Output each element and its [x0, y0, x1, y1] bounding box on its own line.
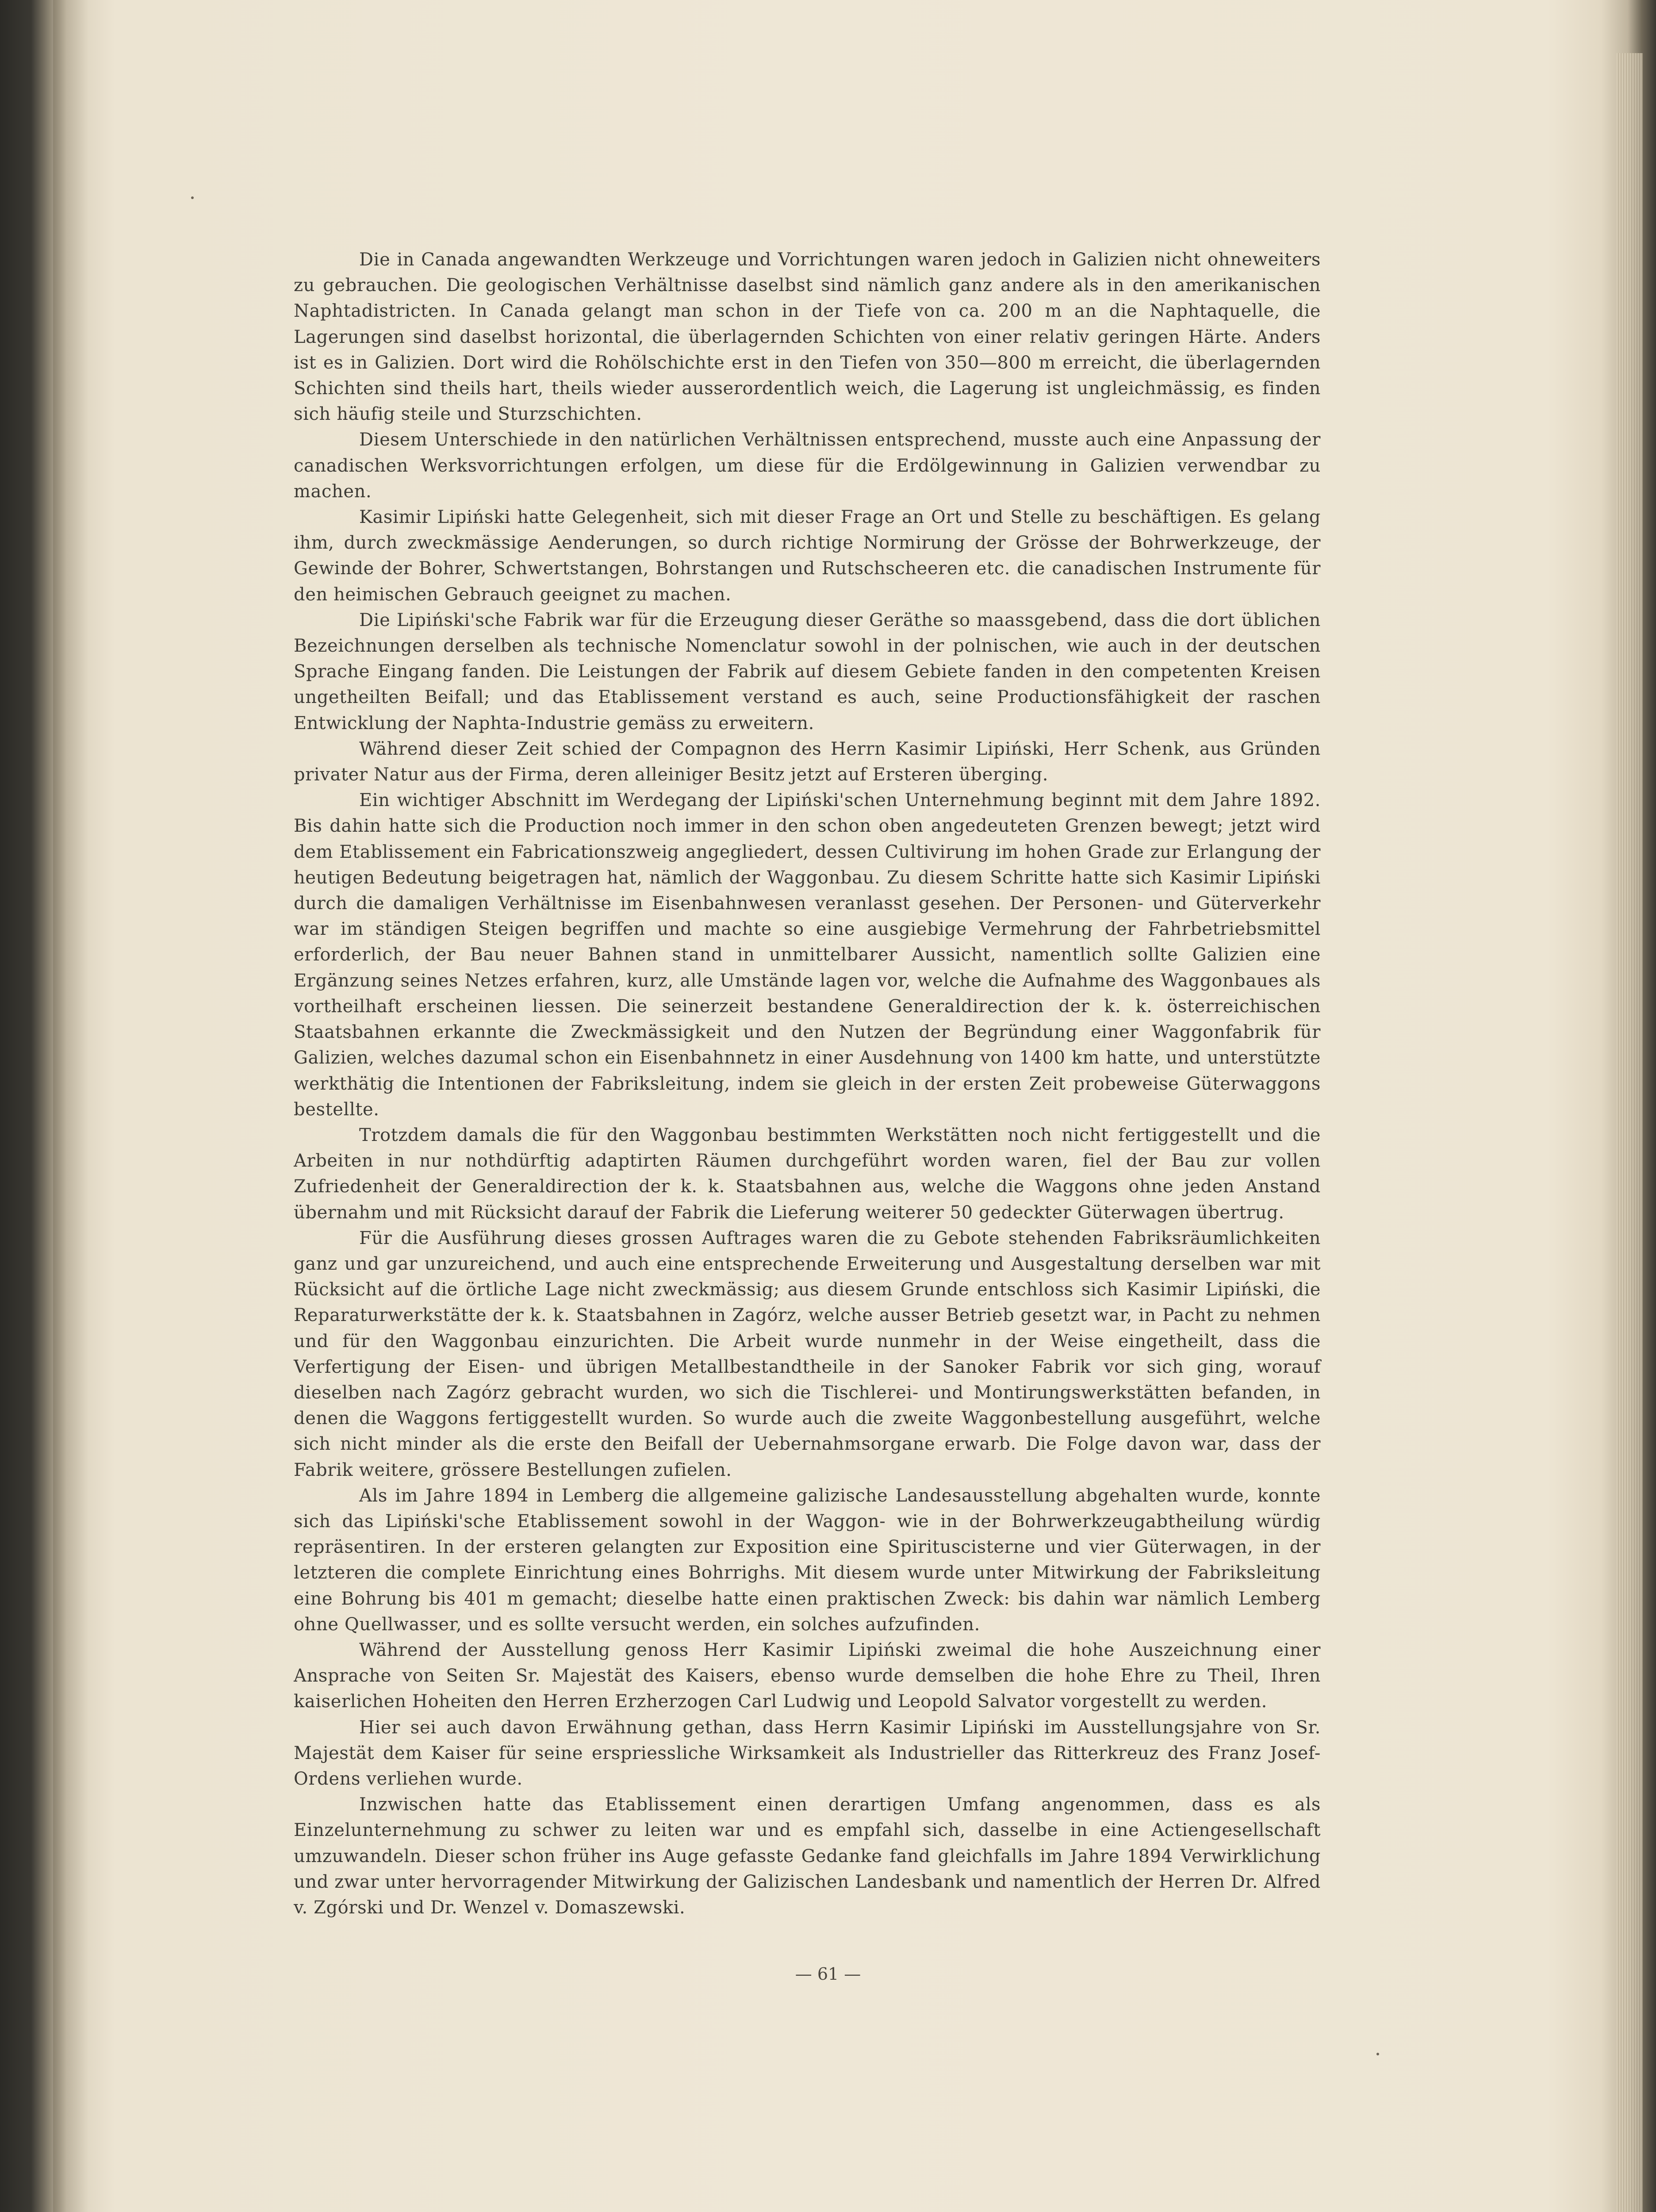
paragraph: Während der Ausstellung genoss Herr Kasimir Lipiński zweimal die hohe Auszeichnung einer Ansprache von Seiten Sr. Majestät des Kaisers, ebenso wurde demselben die hohe Ehre zu Theil, Ihren kaiserlichen Hoheiten den Herren Erzherzogen Carl Ludwig und Leopold Salvator vorgestellt zu werden. — [294, 1640, 1321, 1712]
paragraph: Diesem Unterschiede in den natürlichen Verhältnissen entsprechend, musste auch eine Anpassung der canadischen Werksvorrichtungen erfolgen, um diese für die Erdölgewinnung in Galizien verwendbar zu machen. — [294, 430, 1321, 502]
book-page-edges — [1616, 53, 1643, 2212]
paragraph: Ein wichtiger Abschnitt im Werdegang der Lipiński'schen Unternehmung beginnt mit dem Jahre 1892. Bis dahin hatte sich die Production noch immer in den schon oben angedeuteten Grenzen bewegt; jetzt wird dem Etablissement ein Fabricationszweig angegliedert, dessen Cultivirung im hohen Grade zur Erlangung der heutigen Bedeutung beigetragen hat, nämlich der Waggonbau. Zu diesem Schritte hatte sich Kasimir Lipiński durch die damaligen Verhältnisse im Eisenbahnwesen veranlasst gesehen. Der Personen- und Güterverkehr war im ständigen Steigen begriffen und machte so eine ausgiebige Vermehrung der Fahrbetriebsmittel erforderlich, der Bau neuer Bahnen stand in unmittelbarer Aussicht, namentlich sollte Galizien eine Ergänzung seines Netzes erfahren, kurz, alle Umstände lagen vor, welche die Aufnahme des Waggonbaues als vortheilhaft erscheinen liessen. Die seinerzeit bestandene Generaldirection der k. k. österreichischen Staatsbahnen erkannte die Zweckmässigkeit und den Nutzen der Begründung einer Waggonfabrik für Galizien, welches dazumal schon ein Eisenbahnnetz in einer Ausdehnung von 1400 km hatte, und unterstützte werkthätig die Intentionen der Fabriksleitung, indem sie gleich in der ersten Zeit probeweise Güterwaggons bestellte. — [294, 790, 1321, 1120]
paragraph: Hier sei auch davon Erwähnung gethan, dass Herrn Kasimir Lipiński im Ausstellungsjahre von Sr. Majestät dem Kaiser für seine erspriessliche Wirksamkeit als Industrieller das Ritterkreuz des Franz Josef-Ordens verliehen wurde. — [294, 1717, 1321, 1789]
paragraph: Inzwischen hatte das Etablissement einen derartigen Umfang angenommen, dass es als Einzelunternehmung zu schwer zu leiten war und es empfahl sich, dasselbe in eine Actiengesellschaft umzuwandeln. Dieser schon früher ins Auge gefasste Gedanke fand gleichfalls im Jahre 1894 Verwirklichung und zwar unter hervorragender Mitwirkung der Galizischen Landesbank und namentlich der Herren Dr. Alfred v. Zgórski und Dr. Wenzel v. Domaszewski. — [294, 1794, 1321, 1918]
speck — [1376, 2053, 1379, 2055]
speck — [191, 196, 194, 199]
paragraph: Während dieser Zeit schied der Compagnon des Herrn Kasimir Lipiński, Herr Schenk, aus Gründen privater Natur aus der Firma, deren alleiniger Besitz jetzt auf Ersteren überging. — [294, 738, 1321, 785]
page-number: — 61 — — [795, 1964, 861, 1984]
paragraph: Die Lipiński'sche Fabrik war für die Erzeugung dieser Geräthe so maassgebend, dass die dort üblichen Bezeichnungen derselben als technische Nomenclatur sowohl in der polnischen, wie auch in der deutschen Sprache Eingang fanden. Die Leistungen der Fabrik auf diesem Gebiete fanden in den competenten Kreisen ungetheilten Beifall; und das Etablissement verstand es auch, seine Productionsfähigkeit der raschen Entwicklung der Naphta-Industrie gemäss zu erweitern. — [294, 610, 1321, 733]
paragraph: Als im Jahre 1894 in Lemberg die allgemeine galizische Landesausstellung abgehalten wurde, konnte sich das Lipiński'sche Etablissement sowohl in der Waggon- wie in der Bohrwerkzeugabtheilung würdig repräsentiren. In der ersteren gelangten zur Exposition eine Spirituscisterne und vier Güterwagen, in der letzteren die complete Einrichtung eines Bohrrighs. Mit diesem wurde unter Mitwirkung der Fabriksleitung eine Bohrung bis 401 m gemacht; dieselbe hatte einen praktischen Zweck: bis dahin war nämlich Lemberg ohne Quellwasser, und es sollte versucht werden, ein solches aufzufinden. — [294, 1485, 1321, 1635]
paragraph: Für die Ausführung dieses grossen Auftrages waren die zu Gebote stehenden Fabriksräumlichkeiten ganz und gar unzureichend, und auch eine entsprechende Erweiterung und Ausgestaltung derselben war mit Rücksicht auf die örtliche Lage nicht zweckmässig; aus diesem Grunde entschloss sich Kasimir Lipiński, die Reparaturwerkstätte der k. k. Staatsbahnen in Zagórz, welche ausser Betrieb gesetzt war, in Pacht zu nehmen und für den Waggonbau einzurichten. Die Arbeit wurde nunmehr in der Weise eingetheilt, dass die Verfertigung der Eisen- und übrigen Metallbestandtheile in der Sanoker Fabrik vor sich ging, worauf dieselben nach Zagórz gebracht wurden, wo sich die Tischlerei- und Montirungswerkstätten befanden, in denen die Waggons fertiggestellt wurden. So wurde auch die zweite Waggonbestellung ausgeführt, welche sich nicht minder als die erste den Beifall der Uebernahmsorgane erwarb. Die Folge davon war, dass der Fabrik weitere, grössere Bestellungen zufielen. — [294, 1228, 1321, 1480]
paragraph: Kasimir Lipiński hatte Gelegenheit, sich mit dieser Frage an Ort und Stelle zu beschäftigen. Es gelang ihm, durch zweckmässige Aenderungen, so durch richtige Normirung der Grösse der Bohrwerkzeuge, der Gewinde der Bohrer, Schwertstangen, Bohrstangen und Rutschscheeren etc. die canadischen Instrumente für den heimischen Gebrauch geeignet zu machen. — [294, 507, 1321, 605]
body-text — [294, 247, 1321, 1920]
page-gutter-shadow — [53, 0, 88, 2212]
paragraph: Die in Canada angewandten Werkzeuge und Vorrichtungen waren jedoch in Galizien nicht ohneweiters zu gebrauchen. Die geologischen Verhältnisse daselbst sind nämlich ganz andere als in den amerikanischen Naphtadistricten. In Canada gelangt man schon in der Tiefe von ca. 200 m an die Naphtaquelle, die Lagerungen sind daselbst horizontal, die überlagernden Schichten von einer relativ geringen Härte. Anders ist es in Galizien. Dort wird die Rohölschichte erst in den Tiefen von 350—800 m erreicht, die überlagernden Schichten sind theils hart, theils wieder ausserordentlich weich, die Lagerung ist ungleichmässig, es finden sich häufig steile und Sturzschichten. — [294, 250, 1321, 425]
paragraph: Trotzdem damals die für den Waggonbau bestimmten Werkstätten noch nicht fertiggestellt und die Arbeiten in nur nothdürftig adaptirten Räumen durchgeführt worden waren, fiel der Bau zur vollen Zufriedenheit der Generaldirection der k. k. Staatsbahnen aus, welche die Waggons ohne jeden Anstand übernahm und mit Rücksicht darauf der Fabrik die Lieferung weiterer 50 gedeckter Güterwagen übertrug. — [294, 1125, 1321, 1223]
